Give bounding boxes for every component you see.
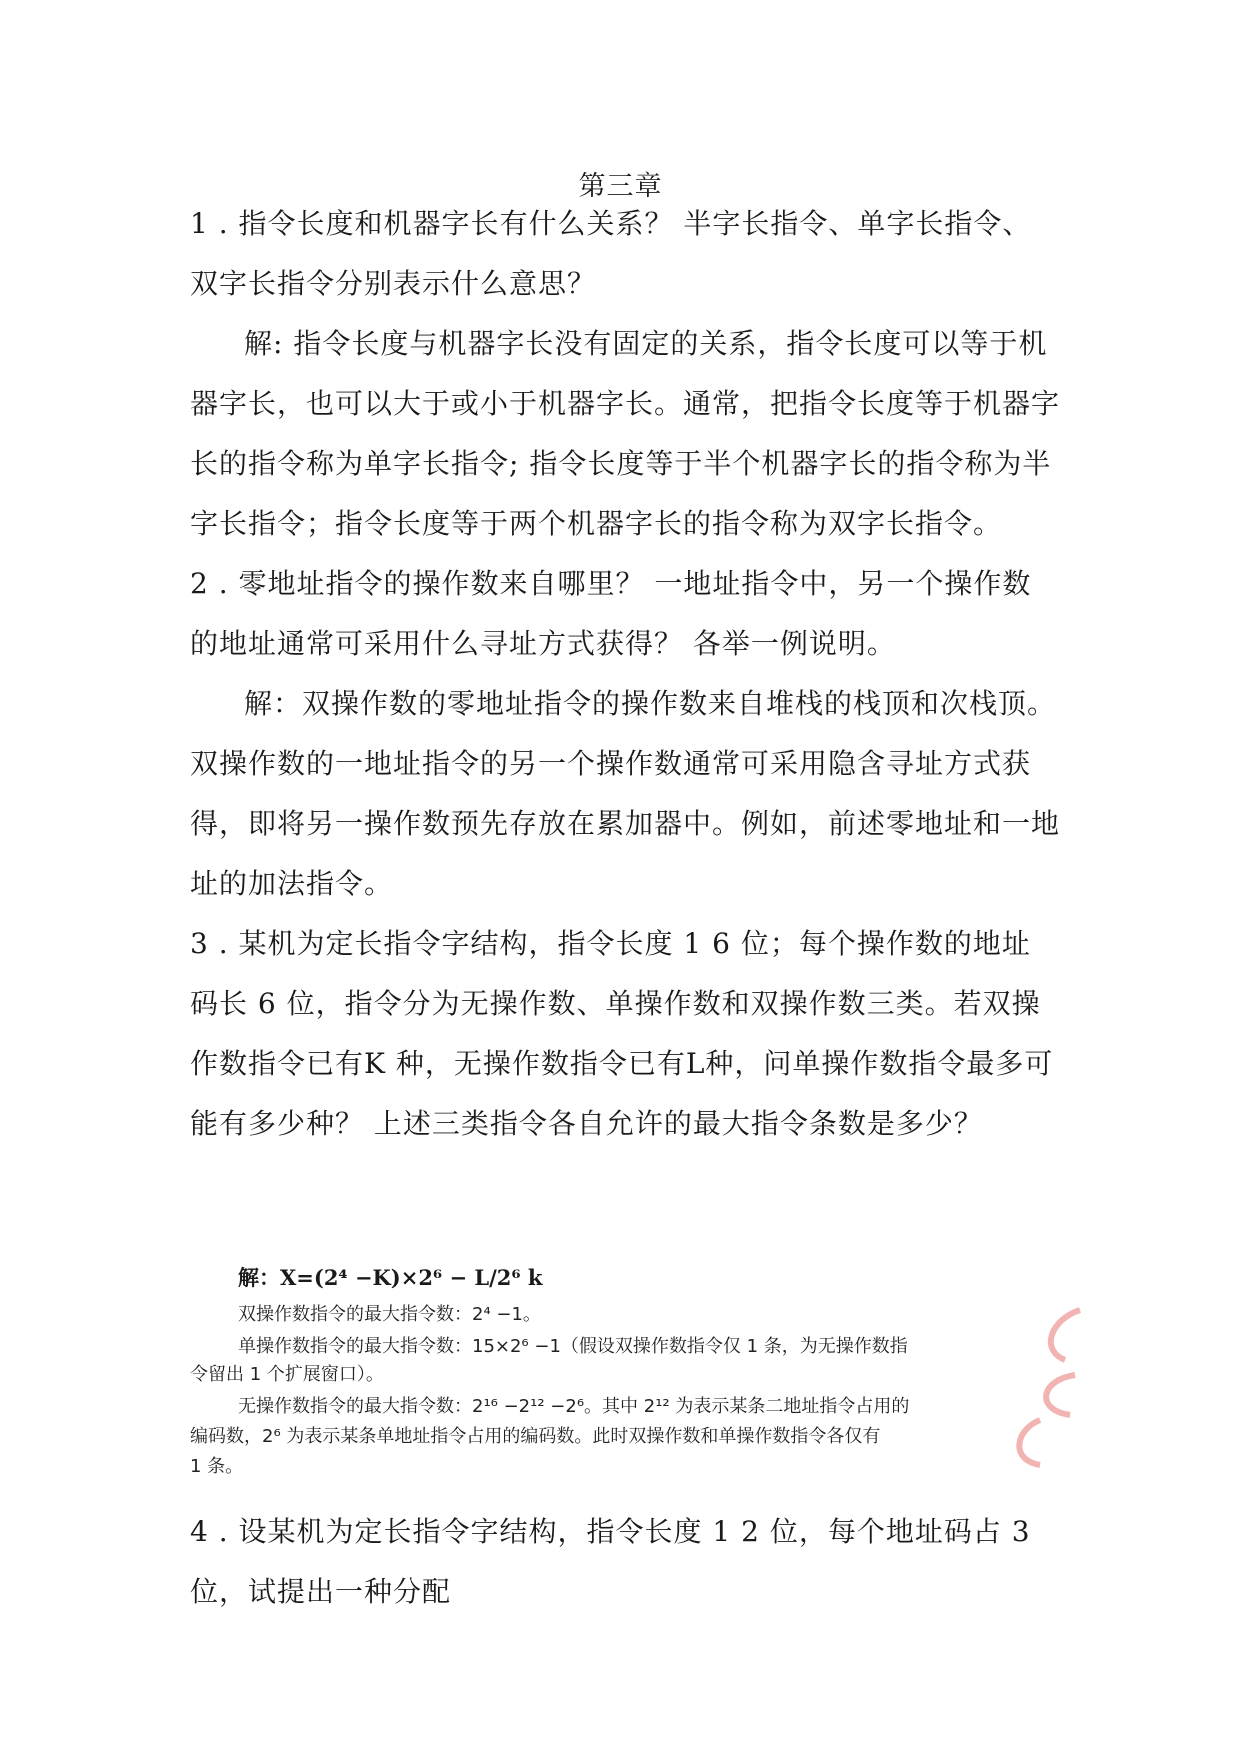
answer-1-line-4: 字长指令；指令长度等于两个机器字长的指令称为双字长指令。 — [190, 507, 1003, 540]
answer-3-line-1: 双操作数指令的最大指令数：2⁴ −1。 — [238, 1304, 541, 1325]
answer-1-line-3: 长的指令称为单字长指令; 指令长度等于半个机器字长的指令称为半 — [190, 447, 1052, 480]
answer-2-line-4: 址的加法指令。 — [190, 867, 394, 900]
question-3-line-2: 码长 6 位，指令分为无操作数、单操作数和双操作数三类。若双操 — [190, 987, 1041, 1020]
question-3-line-4: 能有多少种？ 上述三类指令各自允许的最大指令条数是多少？ — [190, 1107, 983, 1140]
formula-text: X=(2⁴ −K)×2⁶ − L/2⁶ k — [280, 1265, 543, 1290]
question-1-line-2: 双字长指令分别表示什么意思？ — [190, 267, 597, 300]
chapter-title: 第三章 — [578, 171, 663, 202]
answer-1-line-1: 解: 指令长度与机器字长没有固定的关系，指令长度可以等于机 — [244, 327, 1048, 360]
question-3-line-1: 3 . 某机为定长指令字结构，指令长度 1 6 位；每个操作数的地址 — [190, 927, 1031, 960]
answer-3-line-2: 单操作数指令的最大指令数：15×2⁶ −1（假设双操作数指令仅 1 条，为无操作数指 — [238, 1336, 908, 1357]
question-4-line-2: 位，试提出一种分配 — [190, 1575, 452, 1608]
question-2-line-1: 2 . 零地址指令的操作数来自哪里？ 一地址指令中，另一个操作数 — [190, 567, 1032, 600]
answer-1-line-2: 器字长，也可以大于或小于机器字长。通常，把指令长度等于机器字 — [190, 387, 1061, 420]
formula-label: 解： — [238, 1265, 280, 1290]
question-4-line-1: 4 . 设某机为定长指令字结构，指令长度 1 2 位，每个地址码占 3 — [190, 1515, 1031, 1548]
question-3-line-3: 作数指令已有K 种，无操作数指令已有L种，问单操作数指令最多可 — [190, 1047, 1054, 1080]
answer-3-line-5: 编码数，2⁶ 为表示某条单地址指令占用的编码数。此时双操作数和单操作数指令各仅有 — [190, 1426, 881, 1447]
answer-2-line-2: 双操作数的一地址指令的另一个操作数通常可采用隐含寻址方式获 — [190, 747, 1032, 780]
answer-3-line-4: 无操作数指令的最大指令数：2¹⁶ −2¹² −2⁶。其中 2¹² 为表示某条二地址指令占用的 — [238, 1396, 910, 1417]
answer-3-line-3: 令留出 1 个扩展窗口）。 — [190, 1364, 384, 1385]
answer-2-line-1: 解：双操作数的零地址指令的操作数来自堆栈的栈顶和次栈顶。 — [244, 687, 1057, 720]
answer-3-formula — [238, 1262, 542, 1292]
watermark-graphic — [980, 1300, 1090, 1470]
question-1-line-1: 1 . 指令长度和机器字长有什么关系？ 半字长指令、单字长指令、 — [190, 207, 1032, 240]
answer-3-line-6: 1 条。 — [190, 1456, 244, 1477]
question-2-line-2: 的地址通常可采用什么寻址方式获得？ 各举一例说明。 — [190, 627, 896, 660]
answer-2-line-3: 得，即将另一操作数预先存放在累加器中。例如，前述零地址和一地 — [190, 807, 1061, 840]
